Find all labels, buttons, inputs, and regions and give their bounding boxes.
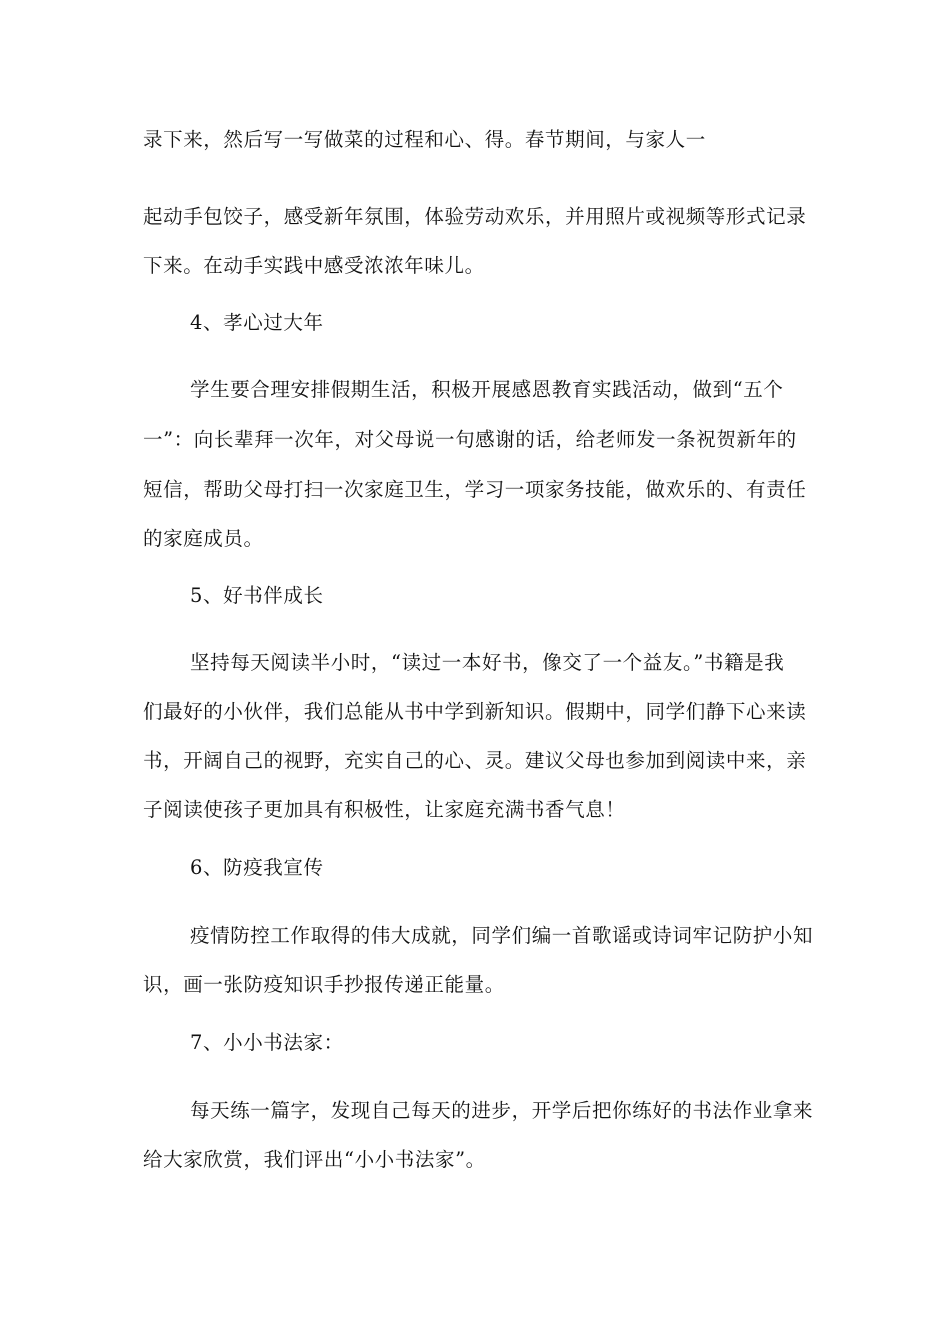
section-heading: 4、孝心过大年: [190, 311, 324, 334]
paragraph-line: 每天练一篇字，发现自己每天的进步，开学后把你练好的书法作业拿来: [190, 1099, 814, 1122]
section-heading: 6、防疫我宣传: [190, 856, 324, 879]
paragraph-line: 下来。在动手实践中感受浓浓年味儿。: [143, 254, 485, 277]
paragraph-line: 坚持每天阅读半小时，“读过一本好书，像交了一个益友。”书籍是我: [190, 651, 785, 674]
paragraph-line: 子阅读使孩子更加具有积极性，让家庭充满书香气息！: [143, 798, 626, 821]
paragraph-line: 学生要合理安排假期生活，积极开展感恩教育实践活动，做到“五个: [190, 378, 784, 401]
paragraph-line: 书，开阔自己的视野，充实自己的心、灵。建议父母也参加到阅读中来，亲: [143, 749, 807, 772]
paragraph-line: 录下来，然后写一写做菜的过程和心、得。春节期间，与家人一: [143, 128, 706, 151]
paragraph-line: 一”：向长辈拜一次年，对父母说一句感谢的话，给老师发一条祝贺新年的: [143, 428, 797, 451]
paragraph-line: 识，画一张防疫知识手抄报传递正能量。: [143, 973, 505, 996]
paragraph-line: 给大家欣赏，我们评出“小小书法家”。: [143, 1148, 486, 1171]
paragraph-line: 疫情防控工作取得的伟大成就，同学们编一首歌谣或诗词牢记防护小知: [190, 924, 814, 947]
section-heading: 7、小小书法家：: [190, 1031, 344, 1054]
paragraph-line: 起动手包饺子，感受新年氛围，体验劳动欢乐，并用照片或视频等形式记录: [143, 205, 807, 228]
section-heading: 5、好书伴成长: [190, 584, 324, 607]
paragraph-line: 短信，帮助父母打扫一次家庭卫生，学习一项家务技能，做欢乐的、有责任: [143, 478, 807, 501]
paragraph-line: 们最好的小伙伴，我们总能从书中学到新知识。假期中，同学们静下心来读: [143, 700, 807, 723]
paragraph-line: 的家庭成员。: [143, 527, 264, 550]
